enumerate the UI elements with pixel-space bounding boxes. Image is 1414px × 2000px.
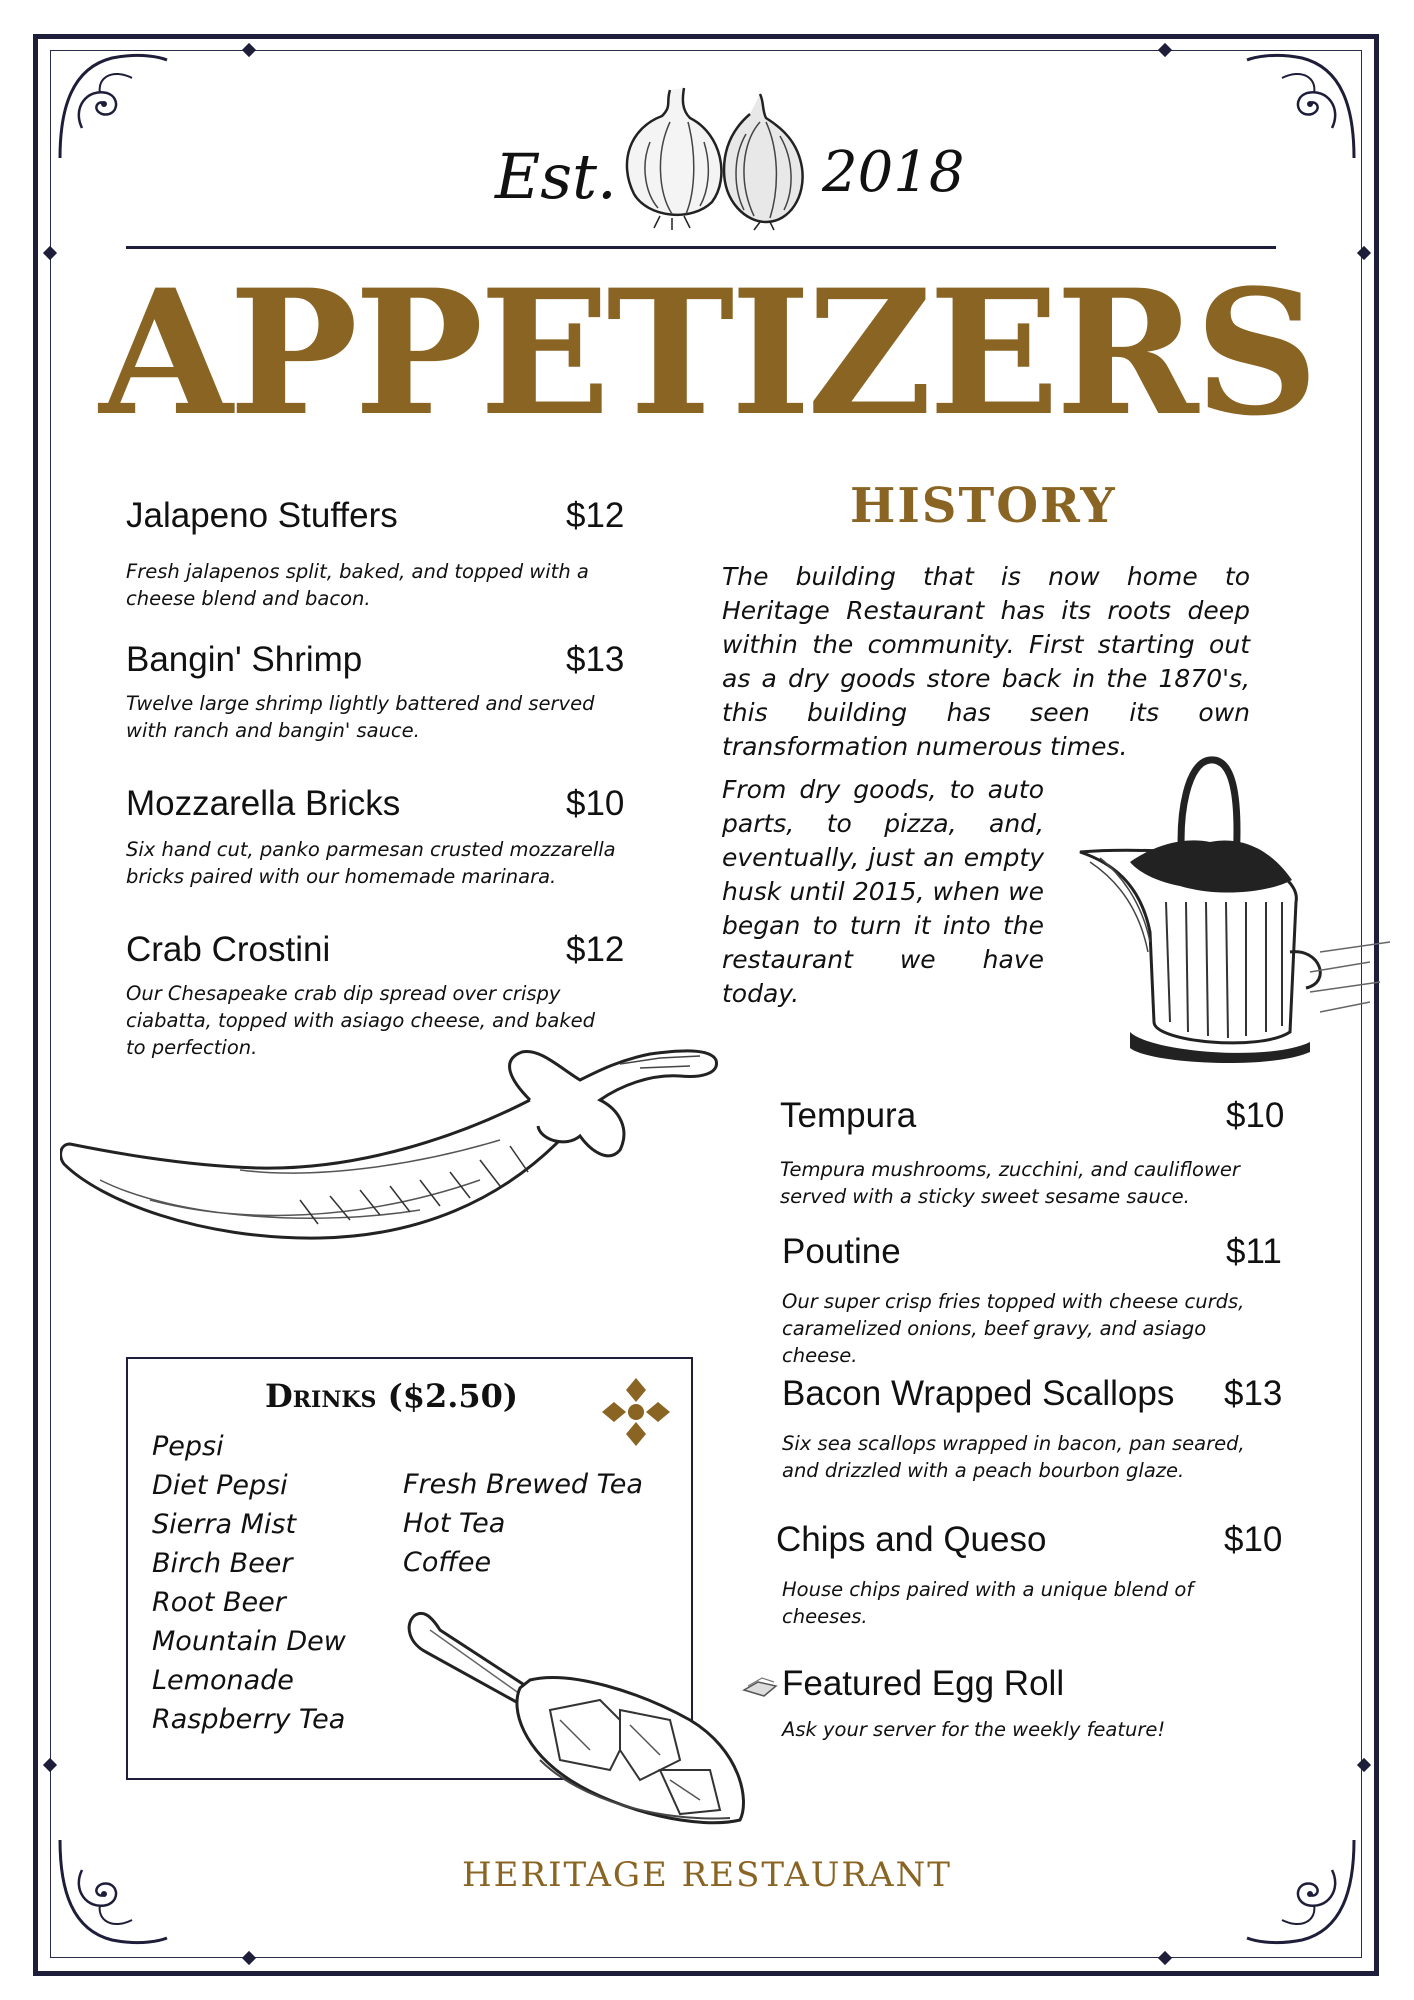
drinks-list — [152, 1427, 346, 1739]
garlic-illustration-icon — [600, 72, 810, 232]
item-description: Twelve large shrimp lightly battered and served with ranch and bangin' sauce. — [126, 692, 595, 742]
item-description: Six hand cut, panko parmesan crusted mozzarella bricks paired with our homemade marinara. — [126, 838, 616, 888]
menu-title: APPETIZERS — [99, 251, 1315, 454]
item-price: $10 — [1224, 1520, 1283, 1559]
item-name: Crab Crostini — [126, 930, 331, 969]
restaurant-name: HERITAGE RESTAURANT — [462, 1855, 952, 1895]
drink-item: Sierra Mist — [152, 1509, 297, 1540]
bucket-illustration-icon — [1070, 752, 1390, 1072]
drink-item: Coffee — [403, 1547, 492, 1578]
drink-item: Diet Pepsi — [152, 1470, 288, 1501]
item-name: Jalapeno Stuffers — [126, 496, 398, 535]
menu-item — [780, 1096, 1285, 1216]
drink-item: Lemonade — [152, 1665, 294, 1696]
corner-flourish-icon — [1242, 48, 1362, 168]
menu-item — [126, 784, 626, 924]
item-name: Tempura — [780, 1096, 917, 1135]
item-description: Ask your server for the weekly feature! — [782, 1718, 1166, 1741]
chili-pepper-illustration-icon — [60, 1040, 720, 1270]
quatrefoil-ornament-icon — [598, 1374, 674, 1450]
history-title: HISTORY — [850, 478, 1117, 534]
drinks-title: Drinks ($2.50) — [265, 1377, 519, 1415]
menu-item — [782, 1374, 1282, 1494]
item-price: $10 — [1226, 1096, 1285, 1135]
menu-item — [126, 640, 626, 760]
scoop-illustration-icon — [400, 1600, 760, 1840]
header-divider — [126, 246, 1276, 249]
item-price: $13 — [566, 640, 625, 679]
established-year: 2018 — [822, 140, 965, 205]
item-description: Our super crisp fries topped with cheese curds, caramelized onions, beef gravy, and asiago cheese. — [782, 1290, 1245, 1367]
menu-item — [126, 496, 626, 616]
item-name: Featured Egg Roll — [782, 1664, 1065, 1703]
item-name: Bangin' Shrimp — [126, 640, 363, 679]
drink-item: Raspberry Tea — [152, 1704, 346, 1735]
item-description: House chips paired with a unique blend of cheeses. — [782, 1578, 1194, 1628]
menu-item — [782, 1664, 1282, 1744]
item-description: Fresh jalapenos split, baked, and topped with a cheese blend and bacon. — [126, 560, 589, 610]
menu-item — [782, 1232, 1282, 1372]
drink-item: Root Beer — [152, 1587, 286, 1618]
drinks-list — [403, 1465, 643, 1582]
item-description: Our Chesapeake crab dip spread over crispy ciabatta, topped with asiago cheese, and baked to perfection. — [126, 982, 596, 1059]
item-name: Chips and Queso — [776, 1520, 1047, 1559]
item-description: Tempura mushrooms, zucchini, and cauliflower served with a sticky sweet sesame sauce. — [780, 1158, 1240, 1208]
drink-item: Pepsi — [152, 1431, 224, 1462]
menu-item — [776, 1520, 1283, 1628]
history-paragraph: The building that is now home to Heritage Restaurant has its roots deep within the community. First starting out as a dry goods store back in the 1870's, this building has seen its own transformation numerous times. — [722, 562, 1250, 761]
item-price: $13 — [1224, 1374, 1283, 1413]
item-price: $12 — [566, 496, 625, 535]
drink-item: Fresh Brewed Tea — [403, 1469, 643, 1500]
drink-item: Birch Beer — [152, 1548, 293, 1579]
item-name: Mozzarella Bricks — [126, 784, 401, 823]
drink-item: Hot Tea — [403, 1508, 506, 1539]
history-paragraph: From dry goods, to auto parts, to pizza, and, eventually, just an empty husk until 2015, when we began to turn it into the restaurant we have today. — [722, 775, 1044, 1008]
item-name: Bacon Wrapped Scallops — [782, 1374, 1175, 1413]
item-price: $12 — [566, 930, 625, 969]
item-price: $11 — [1226, 1232, 1282, 1271]
drink-item: Mountain Dew — [152, 1626, 346, 1657]
item-description: Six sea scallops wrapped in bacon, pan seared, and drizzled with a peach bourbon glaze. — [782, 1432, 1245, 1482]
established-label: Est. — [495, 140, 617, 213]
item-price: $10 — [566, 784, 625, 823]
item-name: Poutine — [782, 1232, 901, 1271]
corner-flourish-icon — [52, 48, 172, 168]
